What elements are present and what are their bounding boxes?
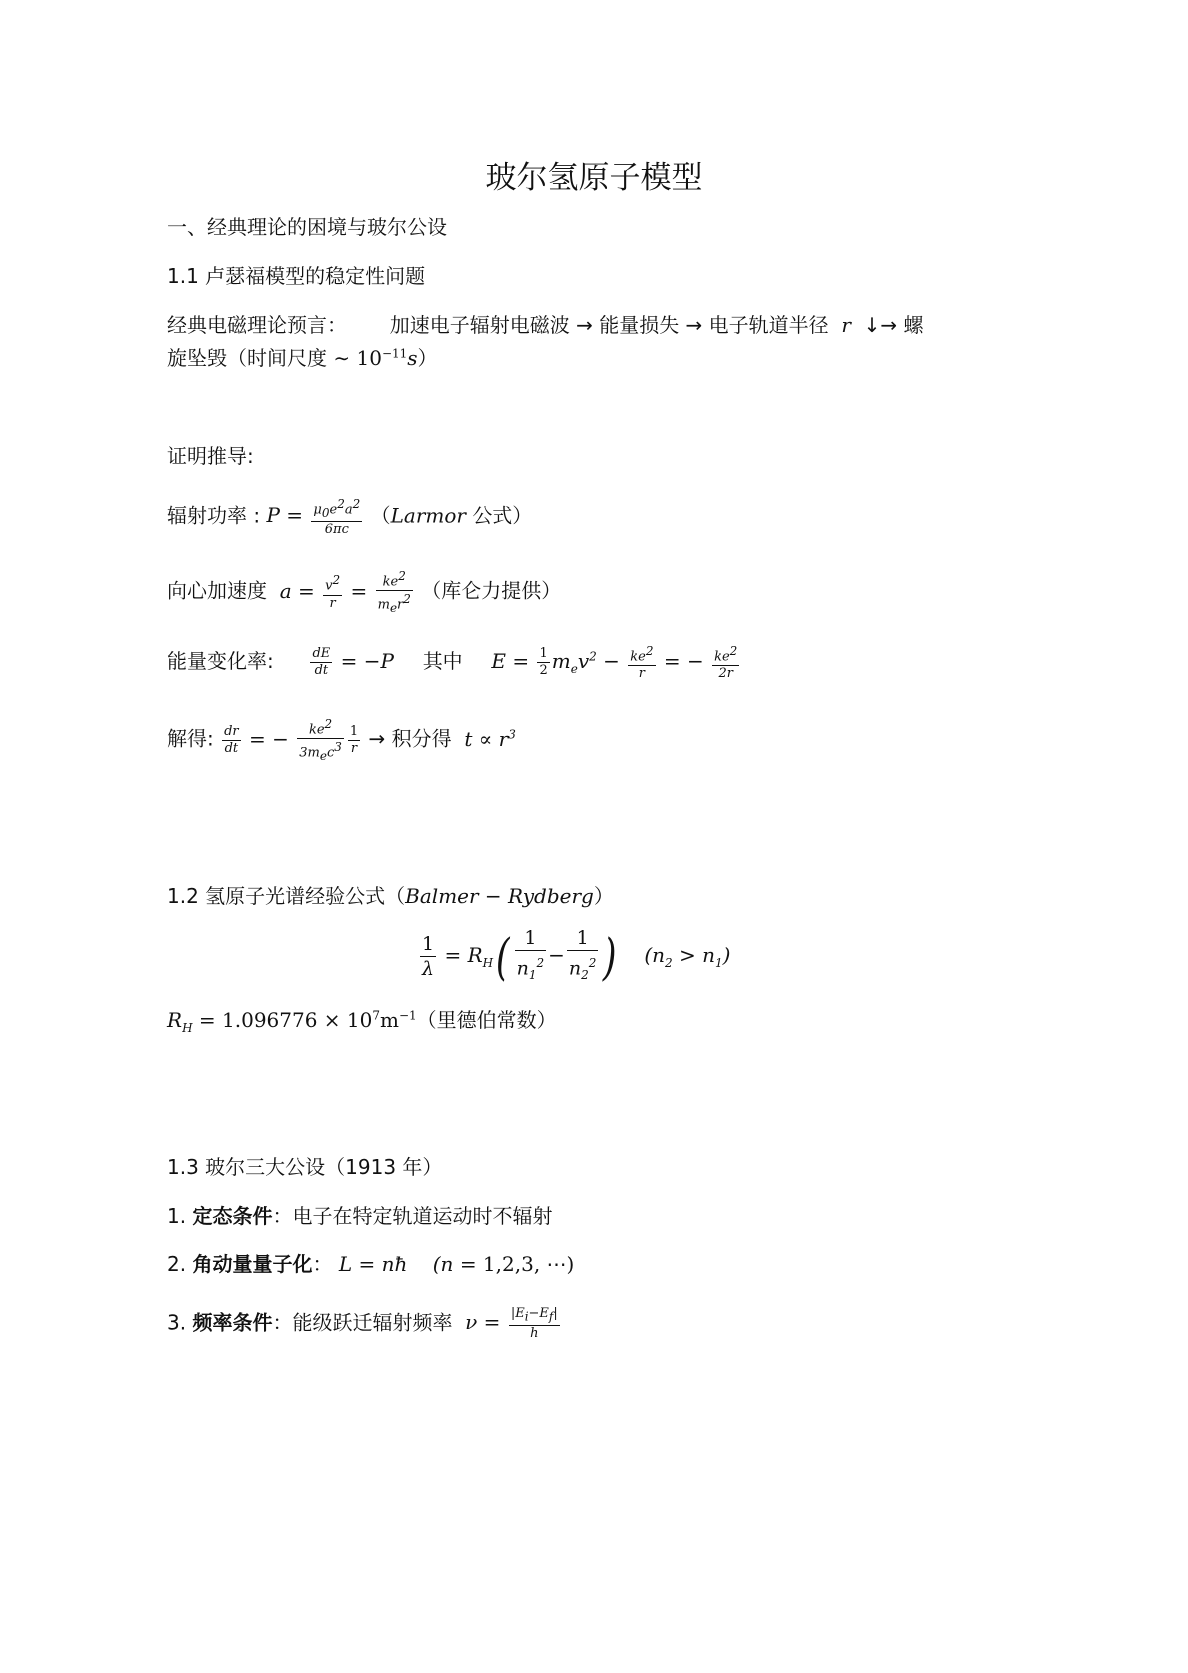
rydberg-constant-note: （里德伯常数）	[416, 1008, 557, 1032]
subsection-heading-1-1: 1.1 卢瑟福模型的稳定性问题	[167, 264, 426, 288]
postulate-2	[167, 1248, 574, 1277]
subsection-1-2-text: 1.2 氢原子光谱经验公式（	[167, 884, 406, 908]
page-title: 玻尔氢原子模型	[485, 160, 703, 196]
collapse-text-end: ）	[417, 346, 438, 370]
larmor-name: Larmor	[390, 503, 466, 528]
solution-label: 解得:	[167, 726, 214, 751]
radius-symbol: r	[835, 313, 858, 337]
classical-prediction-body: 加速电子辐射电磁波 → 能量损失 → 电子轨道半径	[389, 313, 829, 337]
postulate-1-number: 1.	[167, 1204, 187, 1228]
energy-rate-line	[167, 643, 741, 682]
centripetal-line	[167, 568, 561, 616]
postulate-2-title: 角动量量子化	[192, 1252, 313, 1276]
classical-prediction-tail: ↓→ 螺	[863, 313, 924, 337]
total-energy-formula: E = $\frac{1}{2}$ $m_ev^2$ − $\frac{ke^2}{r}$ = − $\frac{ke^2}{2r}$	[491, 644, 738, 682]
timescale-formula: ∼ $10^{-11}s$	[333, 346, 418, 370]
postulate-3-number: 3.	[167, 1310, 187, 1335]
centripetal-label: 向心加速度	[167, 578, 267, 603]
larmor-note-close: 公式）	[472, 503, 533, 528]
solution-line	[167, 716, 516, 764]
postulate-3-text: ：能级跃迁辐射频率	[272, 1310, 453, 1335]
postulate-3-title: 频率条件	[192, 1310, 273, 1335]
collapse-line	[167, 342, 438, 371]
subsection-heading-1-2	[167, 880, 614, 909]
rydberg-formula: $\frac{1}{\lambda}$ = $R_H$( $\frac{1}{n_1^2}$ − $\frac{1}{n_2^2}$ ) $(n_2 > n_1)$	[422, 927, 731, 986]
postulate-2-text: ：	[312, 1252, 333, 1276]
balmer-rydberg-name: Balmer − Rydberg	[405, 884, 594, 908]
collapse-text: 旋坠毁（时间尺度	[167, 346, 334, 370]
subsection-1-2-close: ）	[593, 884, 614, 908]
classical-prediction-line	[167, 309, 924, 338]
rydberg-constant-line	[167, 1004, 557, 1035]
dr-dt-formula: $\frac{dr}{dt}$ = − $\frac{ke^2}{3m_ec^3}$ $\frac{1}{r}$	[224, 717, 359, 764]
radiation-power-label: 辐射功率 :	[167, 503, 261, 528]
radiation-power-line	[167, 496, 532, 538]
postulate-2-number: 2.	[167, 1252, 187, 1276]
proportionality-formula: $t \propto r^3$	[458, 726, 516, 751]
centripetal-formula: a = $\frac{v^2}{r}$ = $\frac{ke^2}{m_er^2}$	[273, 569, 411, 616]
frequency-formula: ν = $\frac{|E_i-E_f|}{h}$	[458, 1306, 558, 1341]
subsection-heading-1-3: 1.3 玻尔三大公设（1913 年）	[167, 1155, 443, 1179]
section-heading-1: 一、经典理论的困境与玻尔公设	[167, 215, 447, 239]
postulate-3	[167, 1306, 562, 1342]
energy-rate-mid: 其中	[422, 649, 463, 674]
rydberg-constant-value: $R_H = 1.096776 \times 10^7m^{-1}$	[167, 1008, 417, 1035]
solution-mid: → 积分得	[368, 726, 452, 751]
classical-prediction-lead: 经典电磁理论预言：	[167, 313, 347, 337]
energy-rate-formula: $\frac{dE}{dt}$ = −P	[312, 646, 401, 679]
postulate-1	[167, 1200, 552, 1229]
larmor-note-open: （	[370, 503, 391, 528]
proof-label: 证明推导:	[167, 444, 254, 468]
energy-rate-label: 能量变化率:	[167, 649, 274, 674]
postulate-1-title: 定态条件	[192, 1204, 273, 1228]
postulate-1-text: ：电子在特定轨道运动时不辐射	[272, 1204, 553, 1228]
angular-momentum-formula: L = nħ (n = 1,2,3, ⋯)	[338, 1252, 575, 1276]
centripetal-note: （库仑力提供）	[421, 578, 562, 603]
larmor-formula: P = $\frac{\mu_0e^2a^2}{6\pi c}$	[266, 497, 361, 537]
